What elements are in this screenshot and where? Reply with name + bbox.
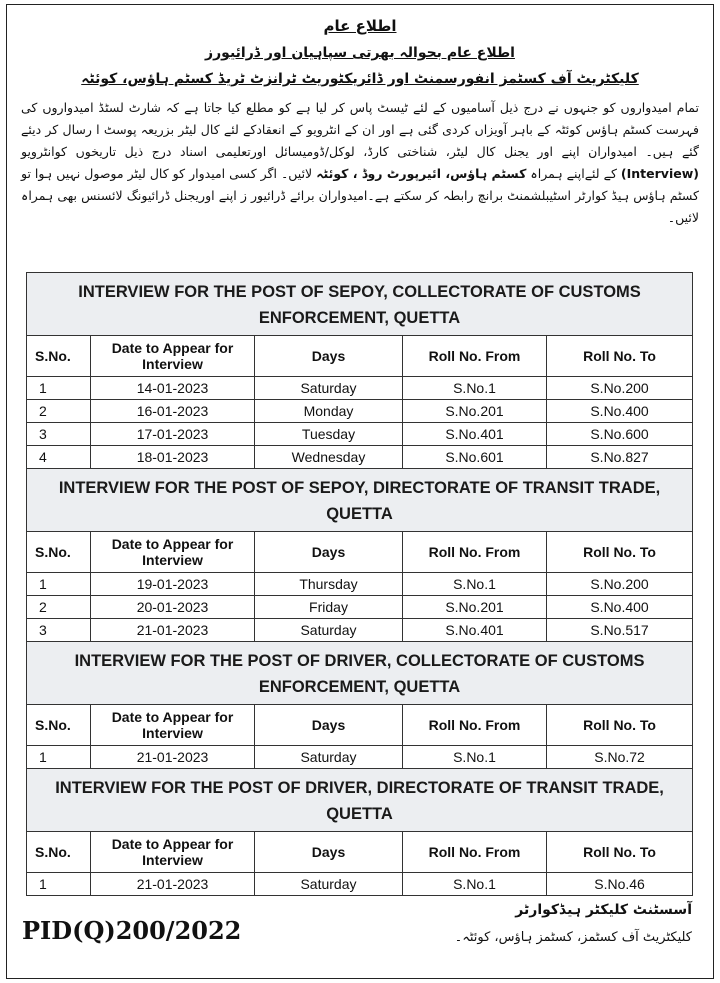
cell-day: Saturday <box>255 619 403 642</box>
interview-keyword: (Interview) <box>620 166 699 181</box>
section-title: INTERVIEW FOR THE POST OF SEPOY, COLLECTORATE OF CUSTOMS ENFORCEMENT, QUETTA <box>27 273 693 336</box>
column-header-roll-from: Roll No. From <box>403 336 547 377</box>
table-row <box>27 446 693 469</box>
column-header-sno: S.No. <box>27 705 91 746</box>
cell-day: Monday <box>255 400 403 423</box>
cell-day: Saturday <box>255 873 403 896</box>
cell-from: S.No.201 <box>403 400 547 423</box>
cell-to: S.No.72 <box>547 746 693 769</box>
table-row <box>27 573 693 596</box>
cell-from: S.No.601 <box>403 446 547 469</box>
section-title: INTERVIEW FOR THE POST OF SEPOY, DIRECTORATE OF TRANSIT TRADE, QUETTA <box>27 469 693 532</box>
column-header-date: Date to Appear for Interview <box>91 705 255 746</box>
interview-schedule <box>26 272 692 896</box>
cell-from: S.No.401 <box>403 423 547 446</box>
cell-day: Saturday <box>255 377 403 400</box>
section-title: INTERVIEW FOR THE POST OF DRIVER, COLLECTORATE OF CUSTOMS ENFORCEMENT, QUETTA <box>27 642 693 705</box>
cell-to: S.No.827 <box>547 446 693 469</box>
body-part-2: کے لئےاپنے ہمراہ <box>530 166 617 181</box>
notice-body <box>21 97 699 229</box>
venue-address: کسٹم ہاؤس، ائیرپورٹ روڈ ، کوئٹہ <box>316 166 527 181</box>
section-header <box>27 642 693 705</box>
column-header-sno: S.No. <box>27 832 91 873</box>
column-header-days: Days <box>255 832 403 873</box>
notice-organization: کلیکٹریٹ آف کسٹمز انفورسمنٹ اور ڈائریکٹوریٹ ٹرانزٹ ٹریڈ کسٹم ہاؤس، کوئٹہ <box>81 71 639 87</box>
cell-sno: 4 <box>27 446 91 469</box>
cell-from: S.No.401 <box>403 619 547 642</box>
cell-to: S.No.200 <box>547 573 693 596</box>
cell-date: 21-01-2023 <box>91 746 255 769</box>
column-header-date: Date to Appear for Interview <box>91 832 255 873</box>
section-header <box>27 469 693 532</box>
cell-sno: 1 <box>27 377 91 400</box>
column-header-sno: S.No. <box>27 532 91 573</box>
cell-sno: 3 <box>27 619 91 642</box>
column-header-row <box>27 832 693 873</box>
cell-sno: 1 <box>27 573 91 596</box>
pid-number: PID(Q)200/2022 <box>22 916 242 945</box>
cell-day: Friday <box>255 596 403 619</box>
interview-schedule-table <box>26 272 693 896</box>
table-row <box>27 873 693 896</box>
signatory-office: کلیکٹریٹ آف کسٹمز، کسٹمز ہاؤس، کوئٹہ۔ <box>454 930 692 945</box>
table-row <box>27 746 693 769</box>
cell-to: S.No.400 <box>547 400 693 423</box>
column-header-roll-to: Roll No. To <box>547 532 693 573</box>
column-header-roll-to: Roll No. To <box>547 832 693 873</box>
column-header-roll-from: Roll No. From <box>403 532 547 573</box>
cell-date: 20-01-2023 <box>91 596 255 619</box>
cell-sno: 2 <box>27 596 91 619</box>
table-row <box>27 400 693 423</box>
cell-day: Tuesday <box>255 423 403 446</box>
column-header-roll-from: Roll No. From <box>403 705 547 746</box>
cell-date: 17-01-2023 <box>91 423 255 446</box>
cell-date: 19-01-2023 <box>91 573 255 596</box>
body-part-3: لائیں۔ اگر کسی امیدوار کو کال لیٹر موصول نہیں ہوا تو کسٹم ہاؤس ہیڈ کوارٹر اسٹیبلشمنٹ برانچ رابطہ کر سکتے ہے۔امیدواران برائے ڈرائیور ز اپنے اوریجنل ڈرائیونگ لائسنس بھی ہمراہ لائیں۔ <box>21 166 699 225</box>
cell-from: S.No.201 <box>403 596 547 619</box>
section-title: INTERVIEW FOR THE POST OF DRIVER, DIRECTORATE OF TRANSIT TRADE, QUETTA <box>27 769 693 832</box>
notice-subtitle: اطلاع عام بحوالہ بھرتی سپاہیان اور ڈرائیورز <box>205 45 515 61</box>
section-header <box>27 769 693 832</box>
column-header-date: Date to Appear for Interview <box>91 532 255 573</box>
column-header-row <box>27 705 693 746</box>
column-header-days: Days <box>255 705 403 746</box>
column-header-roll-to: Roll No. To <box>547 705 693 746</box>
body-part-1: تمام امیدواروں کو جنہوں نے درج ذیل آسامیوں کے لئے ٹیسٹ پاس کر لیا ہے کو مطلع کیا جاتا ہے کہ شارٹ لسٹڈ امیدواروں کی فہرست کسٹم ہاؤس کوئٹہ کے باہر آویزاں کردی گئی ہے اور ان کے انٹرویو کے انعقادکے لئے کال لیٹر بزریعہ پوسٹ ا رسال کر دیئے گئے ہیں۔ امیدواران اپنے اور یجنل کال لیٹر، شناختی کارڈ، لوکل/ڈومیسائل اورتعلیمی اسناد درج ذیل تاریخوں کوانٹرویو <box>21 100 699 159</box>
column-header-sno: S.No. <box>27 336 91 377</box>
cell-to: S.No.400 <box>547 596 693 619</box>
table-row <box>27 377 693 400</box>
table-row <box>27 596 693 619</box>
cell-sno: 2 <box>27 400 91 423</box>
cell-date: 16-01-2023 <box>91 400 255 423</box>
column-header-days: Days <box>255 336 403 377</box>
cell-date: 14-01-2023 <box>91 377 255 400</box>
section-header <box>27 273 693 336</box>
cell-date: 18-01-2023 <box>91 446 255 469</box>
cell-to: S.No.517 <box>547 619 693 642</box>
cell-sno: 3 <box>27 423 91 446</box>
column-header-date: Date to Appear for Interview <box>91 336 255 377</box>
cell-day: Wednesday <box>255 446 403 469</box>
table-row <box>27 619 693 642</box>
table-row <box>27 423 693 446</box>
cell-day: Thursday <box>255 573 403 596</box>
cell-to: S.No.600 <box>547 423 693 446</box>
column-header-row <box>27 336 693 377</box>
column-header-row <box>27 532 693 573</box>
cell-from: S.No.1 <box>403 873 547 896</box>
cell-from: S.No.1 <box>403 746 547 769</box>
column-header-days: Days <box>255 532 403 573</box>
cell-date: 21-01-2023 <box>91 873 255 896</box>
notice-title: اطلاع عام <box>323 17 397 35</box>
cell-to: S.No.200 <box>547 377 693 400</box>
cell-from: S.No.1 <box>403 377 547 400</box>
cell-date: 21-01-2023 <box>91 619 255 642</box>
column-header-roll-to: Roll No. To <box>547 336 693 377</box>
cell-sno: 1 <box>27 746 91 769</box>
signatory-title: آسسٹنٹ کلیکٹر ہیڈکوارٹر <box>515 902 692 918</box>
cell-from: S.No.1 <box>403 573 547 596</box>
column-header-roll-from: Roll No. From <box>403 832 547 873</box>
cell-to: S.No.46 <box>547 873 693 896</box>
cell-sno: 1 <box>27 873 91 896</box>
cell-day: Saturday <box>255 746 403 769</box>
